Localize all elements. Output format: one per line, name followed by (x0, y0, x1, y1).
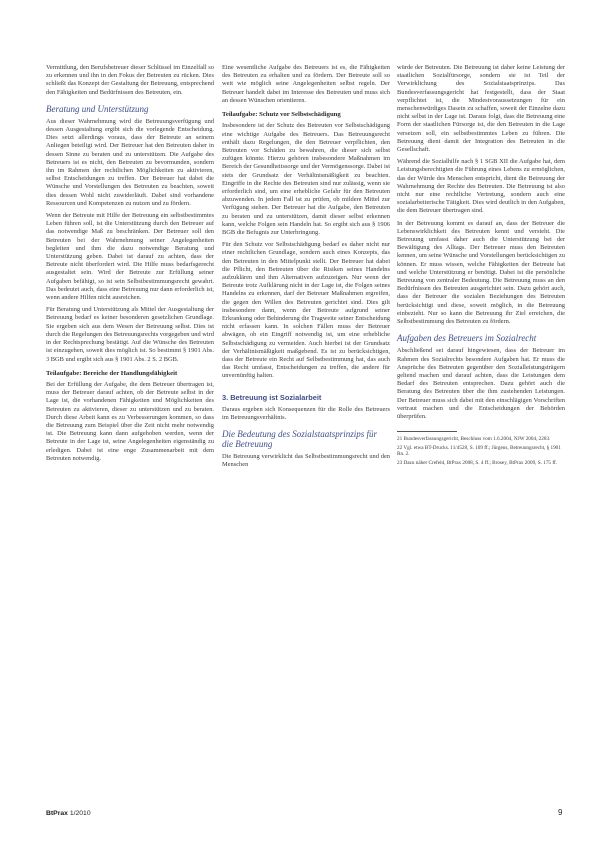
paragraph: Für den Schutz vor Selbstschädigung bedarf es daher nicht nur einer rechtlichen Grundlage, sondern auch eines Konzepts, das den Betreuten in den Mittelpunkt stellt. Der Betreuer hat dabei die Pflicht, den Betreuten über die Risiken seines Handelns aufzuklären und ihm Alternativen aufzuzeigen. Nur wenn der Betreute trotz Aufklärung nicht in der Lage ist, die Folgen seines Handelns zu erkennen, darf der Betreuer Maßnahmen ergreifen, die gegen den Willen des Betreuten gerichtet sind. Dies gilt insbesondere dann, wenn der Betreute aufgrund seiner Erkrankung oder Behinderung die Tragweite seiner Entscheidung nicht erfassen kann. In solchen Fällen muss der Betreuer abwägen, ob ein Eingriff notwendig ist, um eine erhebliche Selbstschädigung zu vermeiden. Auch hierbei ist der Grundsatz der Verhältnismäßigkeit maßgebend. Es ist zu berücksichtigen, dass der Betreute ein Recht auf Selbstbestimmung hat, das auch das Recht umfasst, Entscheidungen zu treffen, die andere für unvernünftig halten. (222, 241, 390, 380)
journal-issue: 1/2010 (69, 810, 91, 817)
paragraph: Bei der Erfüllung der Aufgabe, die dem Betreuer übertragen ist, muss der Betreuer darauf achten, ob der Betreute selbst in der Lage ist, die vorhandenen Fähigkeiten und Möglichkeiten des Betreuten zu aktivieren, dieser zu unterstützen und zu beraten. Durch diese Arbeit kann es zu Verbesserungen kommen, so dass die Betreuung zum Beispiel über die Zeit nicht mehr notwendig ist. Die Betreuung kann dann aufgehoben werden, wenn der Betreute in der Lage ist, seine Angelegenheiten eigenständig zu erledigen. Dabei ist eine enge Zusammenarbeit mit dem Betreuten notwendig. (46, 381, 214, 462)
paragraph: Abschließend sei darauf hingewiesen, dass der Betreuer im Rahmen des Sozialrechts besondere Aufgaben hat. Er muss die Ansprüche des Betreuten gegenüber den Sozialleistungsträgern geltend machen und darauf achten, dass die Leistungen dem Bedarf des Betreuten entsprechen. Dazu gehört auch die Beratung des Betreuten über die ihm zustehenden Leistungen. Der Betreuer muss sich dabei mit den einschlägigen Vorschriften vertraut machen und die Entscheidungen der Behörden überprüfen. (397, 347, 565, 420)
section-heading: Aufgaben des Betreuers im Sozialrecht (397, 333, 537, 344)
journal-name: BtPrax (46, 810, 68, 817)
paragraph: Insbesondere ist der Schutz des Betreuten vor Selbstschädigung eine wichtige Aufgabe des Betreuers. Das Betreuungsrecht enthält dazu Regelungen, die den Betreuer verpflichten, den Betreuten vor Schäden zu bewahren, die dieser sich selbst zufügen könnte. Hierzu gehören insbesondere Maßnahmen im Bereich der Gesundheitssorge und der Vermögenssorge. Dabei ist stets der Grundsatz der Verhältnismäßigkeit zu beachten. Eingriffe in die Rechte des Betreuten sind nur zulässig, wenn sie erforderlich sind, um eine erhebliche Gefahr für den Betreuten abzuwenden. In jedem Fall ist zu prüfen, ob mildere Mittel zur Verfügung stehen. Der Betreuer hat die Aufgabe, den Betreuten zu beraten und zu unterstützen, damit dieser selbst erkennen kann, welche Folgen sein Handeln hat. So ergibt sich aus § 1906 BGB die Befugnis zur Unterbringung. (222, 122, 390, 236)
footnote-divider (397, 431, 457, 432)
footnote: 23 Dazu näher Crefeld, BtPrax 2008, S. 4 ff.; Brosey, BtPrax 2009, S. 175 ff. (397, 459, 557, 466)
column-1 (46, 64, 214, 467)
paragraph: Eine wesentliche Aufgabe des Betreuers ist es, die Fähigkeiten des Betreuten zu erhalten und zu fördern. Der Betreute soll so weit wie möglich seine Angelegenheiten selbst regeln. Der Betreuer handelt dabei im Interesse des Betreuten und muss sich an dessen Wünschen orientieren. (222, 64, 390, 104)
paragraph: In der Betreuung kommt es darauf an, dass der Betreuer die Lebenswirklichkeit des Betreuten kennt und versteht. Die Betreuung umfasst daher auch die Unterstützung bei der Bewältigung des Alltags. Der Betreuer muss den Betreuten kennen, um seine Wünsche und Vorstellungen berücksichtigen zu können. Er muss wissen, welche Fähigkeiten der Betreute hat und welche Unterstützung er benötigt. Dabei ist die persönliche Betreuung von zentraler Bedeutung. Die Betreuung muss an den Bedürfnissen des Betreuten ausgerichtet sein. Dazu gehört auch, dass der Betreuer die sozialen Beziehungen des Betreuten berücksichtigt und diese, soweit möglich, in die Betreuung einbezieht. Nur so kann die Betreuung ihr Ziel erreichen, die Selbstbestimmung des Betreuten zu fördern. (397, 219, 565, 326)
column-2 (222, 64, 390, 473)
section-heading: Beratung und Unterstützung (46, 103, 149, 114)
footnote: 22 Vgl. etwa BT-Drucks. 11/4528, S. 109 ff.; Jürgens, Betreuungsrecht, § 1901 Rn. 2. (397, 444, 561, 458)
journal-footer (46, 810, 91, 817)
numbered-section-heading: 3. Betreuung ist Sozialarbeit (222, 392, 322, 402)
footnote: 21 Bundesverfassungsgericht, Beschluss vom 1.6.2004, NJW 2004, 2283. (397, 436, 551, 443)
subsection-heading: Teilaufgabe: Schutz vor Selbstschädigung (222, 111, 341, 119)
paragraph: Daraus ergeben sich Konsequenzen für die Rolle des Betreuers im Betreuungsverhältnis. (222, 405, 390, 421)
subsection-heading: Teilaufgabe: Bereiche der Handlungsfähigkeit (46, 369, 178, 377)
paragraph: Die Betreuung verwirklicht das Selbstbestimmungsrecht und den Menschen (222, 453, 390, 469)
paragraph: Für Beratung und Unterstützung als Mittel der Ausgestaltung der Betreuung bedarf es keiner besonderen gesetzlichen Grundlage. Sie ergeben sich aus dem Wesen der Betreuung selbst. Dies ist durch die Regelungen des Betreuungsrechts vorgegeben und wird in der Rechtsprechung bestätigt. Auf die Wünsche des Betreuten ist einzugehen, soweit dies möglich ist. So bestimmt § 1901 Abs. 3 BGB und ergibt sich aus § 1901 Abs. 2 S. 2 BGB. (46, 306, 214, 363)
page-number: 9 (558, 808, 563, 817)
paragraph: würde der Betreuten. Die Betreuung ist daher keine Leistung der staatlichen Sozialfürsorge, sondern sie ist Teil der Verwirklichung des Sozialstaatsprinzips. Das Bundesverfassungsgericht hat festgestellt, dass der Staat verpflichtet ist, die Mindestvoraussetzungen für ein menschenwürdiges Dasein zu schaffen, soweit der Einzelne dazu nicht selbst in der Lage ist. Daraus folgt, dass die Betreuung eine Form der staatlichen Fürsorge ist, die den Betreuten in die Lage versetzen soll, ein selbstbestimmtes Leben zu führen. Die Betreuung dient damit der Integration des Betreuten in die Gesellschaft. (397, 64, 565, 154)
paragraph: Vermittlung, den Berufsbetreuer dieser Schlüssel im Einzelfall so zu erkennen und ihn in den Fokus der Betreuten zu rücken. Dies schließt das Konzept der Gestaltung der Betreuung, entsprechend den Fähigkeiten und Bedürfnissen des Betreuten, ein. (46, 64, 214, 96)
column-3 (397, 64, 565, 469)
paragraph: Aus dieser Wahrnehmung wird die Betreuungsverfügung und dessen Ausgestaltung ergibt sich die vorlegende Entscheidung. Dies setzt allerdings voraus, dass der Betreute an seinem Anliegen beteiligt wird. Der Betreuer hat den Betreuten daher in dessen Sinne zu beraten und zu unterstützen. Die Aufgabe des Betreuers ist es nicht, den Betreuten zu bevormunden, sondern ihn im Rahmen der rechtlichen Möglichkeiten zu aktivieren, selbst Entscheidungen zu treffen. Der Betreuer hat dabei die Wünsche und Vorstellungen des Betreuten zu beachten, soweit dies dessen Wohl nicht zuwiderläuft. Dabei sind vorhandene Ressourcen und Kompetenzen zu nutzen und zu fördern. (46, 117, 214, 207)
paragraph: Während die Sozialhilfe nach § 1 SGB XII die Aufgabe hat, dem Leistungsberechtigten die Führung eines Lebens zu ermöglichen, das der Würde des Menschen entspricht, dient die Betreuung der Wahrnehmung der Rechte des Betreuten. Die Betreuung ist also nicht nur eine rechtliche Vertretung, sondern auch eine sozialarbeiterische Tätigkeit. Dies wird deutlich in den Aufgaben, die dem Betreuer übertragen sind. (397, 158, 565, 215)
paragraph: Wenn der Betreute mit Hilfe der Betreuung ein selbstbestimmtes Leben führen soll, ist die Unterstützung durch den Betreuer auf das notwendige Maß zu beschränken. Der Betreuer soll den Betreuten bei der Wahrnehmung seiner Angelegenheiten begleiten und ihm die dazu notwendige Beratung und Unterstützung geben. Dabei ist darauf zu achten, dass der Betreute nicht überfordert wird. Die Hilfe muss bedarfsgerecht ausgestaltet sein. Wird der Betreute zur Erfüllung seiner Aufgaben befähigt, so ist sein Selbstbestimmungsrecht gewahrt. Das bedeutet auch, dass eine Betreuung nur dann erforderlich ist, wenn andere Hilfen nicht ausreichen. (46, 212, 214, 302)
section-heading: Die Bedeutung des Sozialstaatsprinzips für die Betreuung (222, 429, 377, 450)
